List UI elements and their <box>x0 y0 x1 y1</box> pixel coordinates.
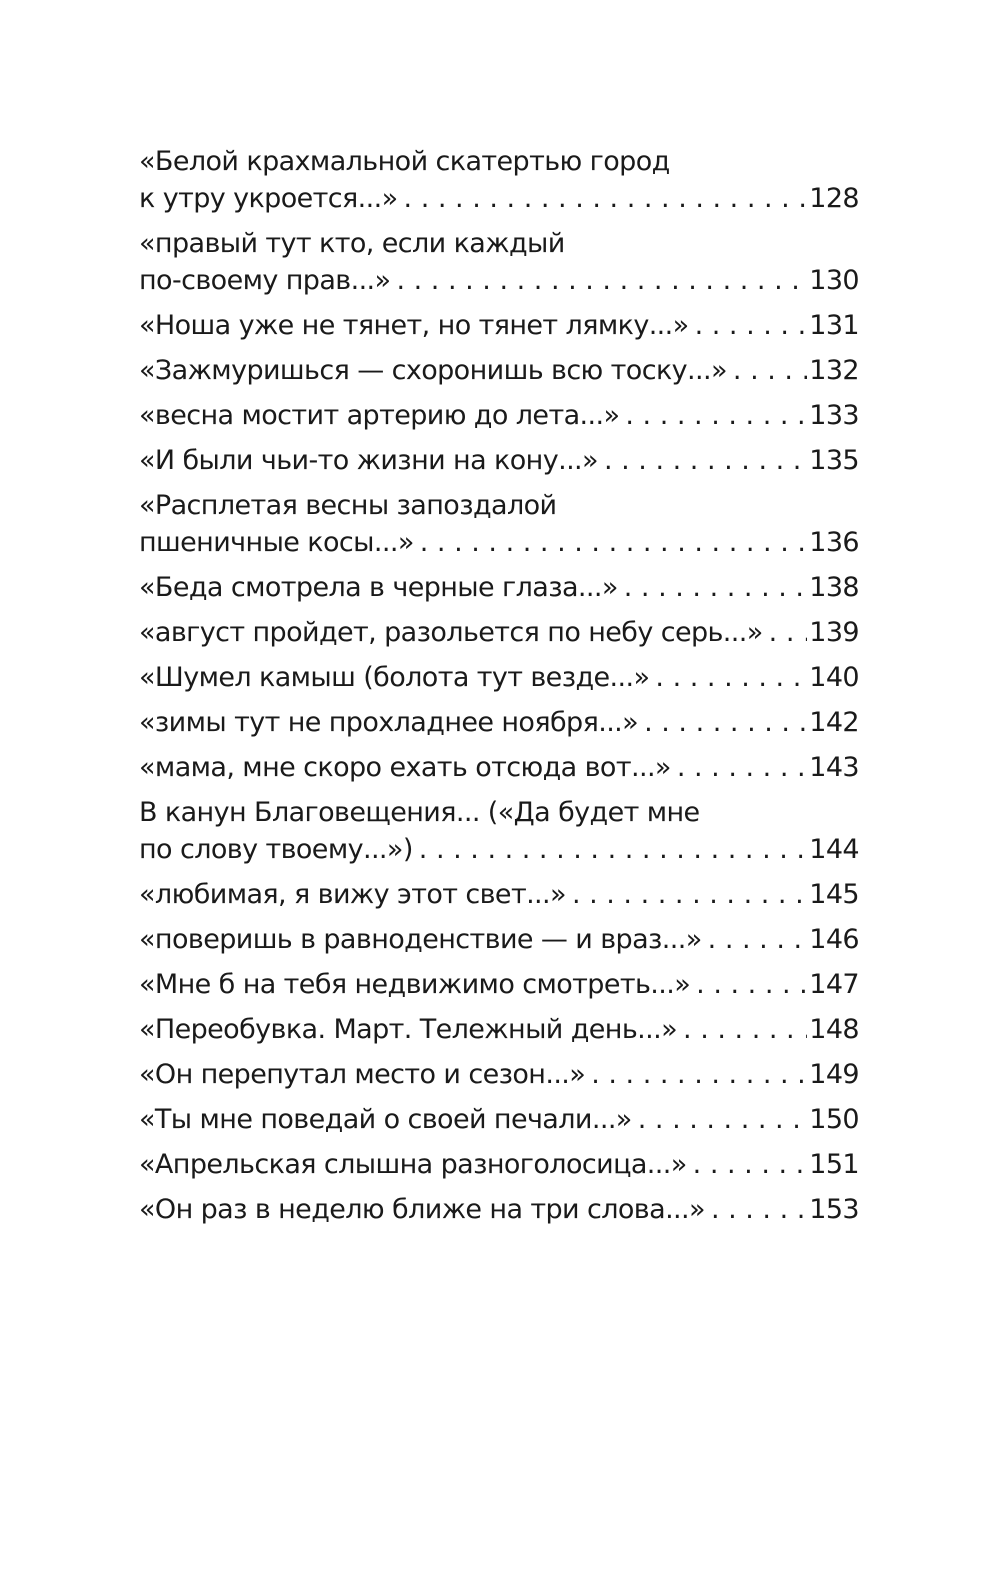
toc-entry-title-line: «поверишь в равноденствие — и враз...» <box>139 924 702 955</box>
toc-entry-title-line: «Он раз в неделю ближе на три слова...» <box>139 1194 705 1225</box>
toc-entry <box>139 1056 859 1093</box>
dot-leader <box>598 442 807 479</box>
dot-leader <box>687 1146 808 1183</box>
dot-leader <box>618 569 807 606</box>
toc-entry-title-line: «Зажмуришься — схоронишь всю тоску...» <box>139 355 727 386</box>
toc-entry-title-line: «Мне б на тебя недвижимо смотреть...» <box>139 969 691 1000</box>
dot-leader <box>413 831 807 868</box>
dot-leader <box>689 307 808 344</box>
toc-entry-title-line: «Ноша уже не тянет, но тянет лямку...» <box>139 310 689 341</box>
toc-entry-title-line: В канун Благовещения... («Да будет мне <box>139 797 700 828</box>
toc-entry-title-line: по-своему прав...» <box>139 265 391 296</box>
toc-entry <box>139 794 859 868</box>
toc-entry-title-line: «мама, мне скоро ехать отсюда вот...» <box>139 752 671 783</box>
toc-page-number: 143 <box>809 752 859 783</box>
toc-entry-title-line: «Беда смотрела в черные глаза...» <box>139 572 618 603</box>
toc-page-number: 149 <box>809 1059 859 1090</box>
toc-entry-title-line: «Ты мне поведай о своей печали...» <box>139 1104 632 1135</box>
toc-entry-title-line: «И были чьи-то жизни на кону...» <box>139 445 598 476</box>
toc-page-number: 133 <box>809 400 859 431</box>
toc-entry-title-line: к утру укроется...» <box>139 183 398 214</box>
toc-page-number: 132 <box>809 355 859 386</box>
toc-entry <box>139 876 859 913</box>
toc-entry <box>139 966 859 1003</box>
dot-leader <box>677 1011 807 1048</box>
toc-page-number: 142 <box>809 707 859 738</box>
toc-page-number: 138 <box>809 572 859 603</box>
toc-page-number: 147 <box>809 969 859 1000</box>
toc-page-number: 135 <box>809 445 859 476</box>
toc-entry-title-line: «весна мостит артерию до лета...» <box>139 400 620 431</box>
dot-leader <box>763 614 808 651</box>
toc-entry <box>139 1191 859 1228</box>
toc-entry <box>139 225 859 299</box>
toc-entry <box>139 143 859 217</box>
dot-leader <box>390 262 807 299</box>
dot-leader <box>702 921 808 958</box>
toc-page-number: 144 <box>809 834 859 865</box>
toc-entry <box>139 307 859 344</box>
toc-entry <box>139 659 859 696</box>
toc-entry <box>139 1011 859 1048</box>
toc-entry-title-line: «Апрельская слышна разноголосица...» <box>139 1149 687 1180</box>
toc-page-number: 128 <box>809 183 859 214</box>
toc-page-number: 136 <box>809 527 859 558</box>
toc-page-number: 146 <box>809 924 859 955</box>
toc-entry-title-line: «зимы тут не прохладнее ноября...» <box>139 707 639 738</box>
dot-leader <box>649 659 807 696</box>
toc-entry <box>139 1146 859 1183</box>
dot-leader <box>671 749 807 786</box>
dot-leader <box>705 1191 807 1228</box>
toc-page-number: 130 <box>809 265 859 296</box>
toc-entry <box>139 352 859 389</box>
dot-leader <box>619 397 807 434</box>
toc-page-number: 145 <box>809 879 859 910</box>
toc-entry-title-line: «Переобувка. Март. Тележный день...» <box>139 1014 678 1045</box>
toc-entry <box>139 569 859 606</box>
toc-page-number: 131 <box>809 310 859 341</box>
toc-entry-title-line: по слову твоему...») <box>139 834 413 865</box>
toc-entry <box>139 487 859 561</box>
toc-entry <box>139 442 859 479</box>
dot-leader <box>585 1056 807 1093</box>
toc-entry <box>139 704 859 741</box>
toc-entry <box>139 614 859 651</box>
table-of-contents <box>139 143 859 1236</box>
toc-page-number: 148 <box>809 1014 859 1045</box>
toc-entry-title-line: пшеничные косы...» <box>139 527 414 558</box>
dot-leader <box>632 1101 808 1138</box>
toc-entry <box>139 397 859 434</box>
toc-entry <box>139 749 859 786</box>
toc-entry <box>139 921 859 958</box>
toc-entry-title-line: «август пройдет, разольется по небу серь...» <box>139 617 763 648</box>
dot-leader <box>727 352 807 389</box>
toc-entry-title-line: «Расплетая весны запоздалой <box>139 490 557 521</box>
toc-entry-title-line: «правый тут кто, если каждый <box>139 228 565 259</box>
toc-page-number: 151 <box>809 1149 859 1180</box>
dot-leader <box>414 524 808 561</box>
toc-entry <box>139 1101 859 1138</box>
toc-page-number: 140 <box>809 662 859 693</box>
toc-page-number: 153 <box>809 1194 859 1225</box>
toc-entry-title-line: «Белой крахмальной скатертью город <box>139 146 670 177</box>
toc-entry-title-line: «любимая, я вижу этот свет...» <box>139 879 566 910</box>
dot-leader <box>690 966 807 1003</box>
dot-leader <box>638 704 807 741</box>
toc-page-number: 139 <box>809 617 859 648</box>
toc-entry-title-line: «Шумел камыш (болота тут везде...» <box>139 662 650 693</box>
toc-entry-title-line: «Он перепутал место и сезон...» <box>139 1059 586 1090</box>
dot-leader <box>398 180 808 217</box>
toc-page-number: 150 <box>809 1104 859 1135</box>
dot-leader <box>566 876 807 913</box>
